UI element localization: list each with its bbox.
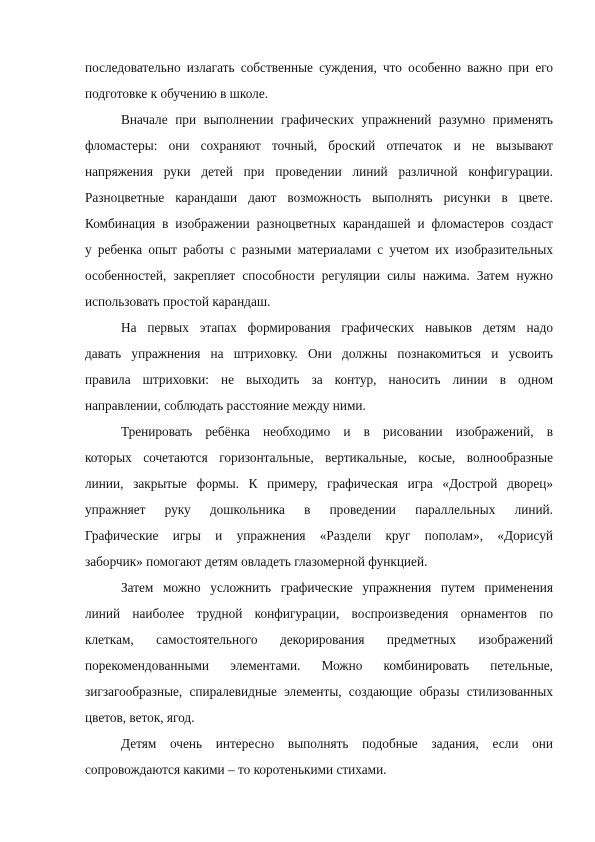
- body-text: [85, 55, 553, 783]
- text-line: линии, закрытые формы. К примеру, графическая игра «Дострой дворец»: [85, 476, 553, 491]
- text-line: Тренировать ребёнка необходимо и в рисовании изображений, в: [121, 424, 553, 439]
- text-line: На первых этапах формирования графических навыков детям надо: [121, 320, 553, 335]
- text-line: напряжения руки детей при проведении линий различной конфигурации.: [85, 164, 553, 179]
- text-line: линий наиболее трудной конфигурации, воспроизведения орнаментов по: [85, 606, 553, 621]
- text-line: сопровождаются какими – то коротенькими стихами.: [85, 762, 387, 777]
- text-line: использовать простой карандаш.: [85, 294, 271, 309]
- text-line: упражняет руку дошкольника в проведении параллельных линий.: [85, 502, 553, 517]
- text-line: заборчик» помогают детям овладеть глазомерной функцией.: [85, 554, 428, 569]
- text-line: Разноцветные карандаши дают возможность выполнять рисунки в цвете.: [85, 190, 553, 205]
- paragraph-2: [85, 107, 553, 315]
- paragraph-3: [85, 315, 553, 419]
- text-line: зигзагообразные, спиралевидные элементы, создающие образы стилизованных: [85, 684, 553, 699]
- text-line: правила штриховки: не выходить за контур, наносить линии в одном: [85, 372, 553, 387]
- text-line: цветов, веток, ягод.: [85, 710, 195, 725]
- text-line: Вначале при выполнении графических упражнений разумно применять: [121, 112, 553, 127]
- text-line: у ребенка опыт работы с разными материалами с учетом их изобразительных: [85, 242, 553, 257]
- text-line: давать упражнения на штриховку. Они должны познакомиться и усвоить: [85, 346, 553, 361]
- text-line: последовательно излагать собственные суждения, что особенно важно при его: [85, 60, 553, 75]
- text-line: фломастеры: они сохраняют точный, броский отпечаток и не вызывают: [85, 138, 553, 153]
- text-line: Затем можно усложнить графические упражнения путем применения: [121, 580, 553, 595]
- text-line: подготовке к обучению в школе.: [85, 86, 269, 101]
- text-line: Детям очень интересно выполнять подобные задания, если они: [121, 736, 553, 751]
- text-line: которых сочетаются горизонтальные, вертикальные, косые, волнообразные: [85, 450, 553, 465]
- text-line: особенностей, закрепляет способности регуляции силы нажима. Затем нужно: [85, 268, 553, 283]
- paragraph-6: [85, 731, 553, 783]
- paragraph-5: [85, 575, 553, 731]
- text-line: порекомендованными элементами. Можно комбинировать петельные,: [85, 658, 553, 673]
- paragraph-1: [85, 55, 553, 107]
- paragraph-4: [85, 419, 553, 575]
- text-line: Комбинация в изображении разноцветных карандашей и фломастеров создаст: [85, 216, 553, 231]
- text-line: клеткам, самостоятельного декорирования предметных изображений: [85, 632, 553, 647]
- text-line: направлении, соблюдать расстояние между ними.: [85, 398, 366, 413]
- text-line: Графические игры и упражнения «Раздели круг пополам», «Дорисуй: [85, 528, 553, 543]
